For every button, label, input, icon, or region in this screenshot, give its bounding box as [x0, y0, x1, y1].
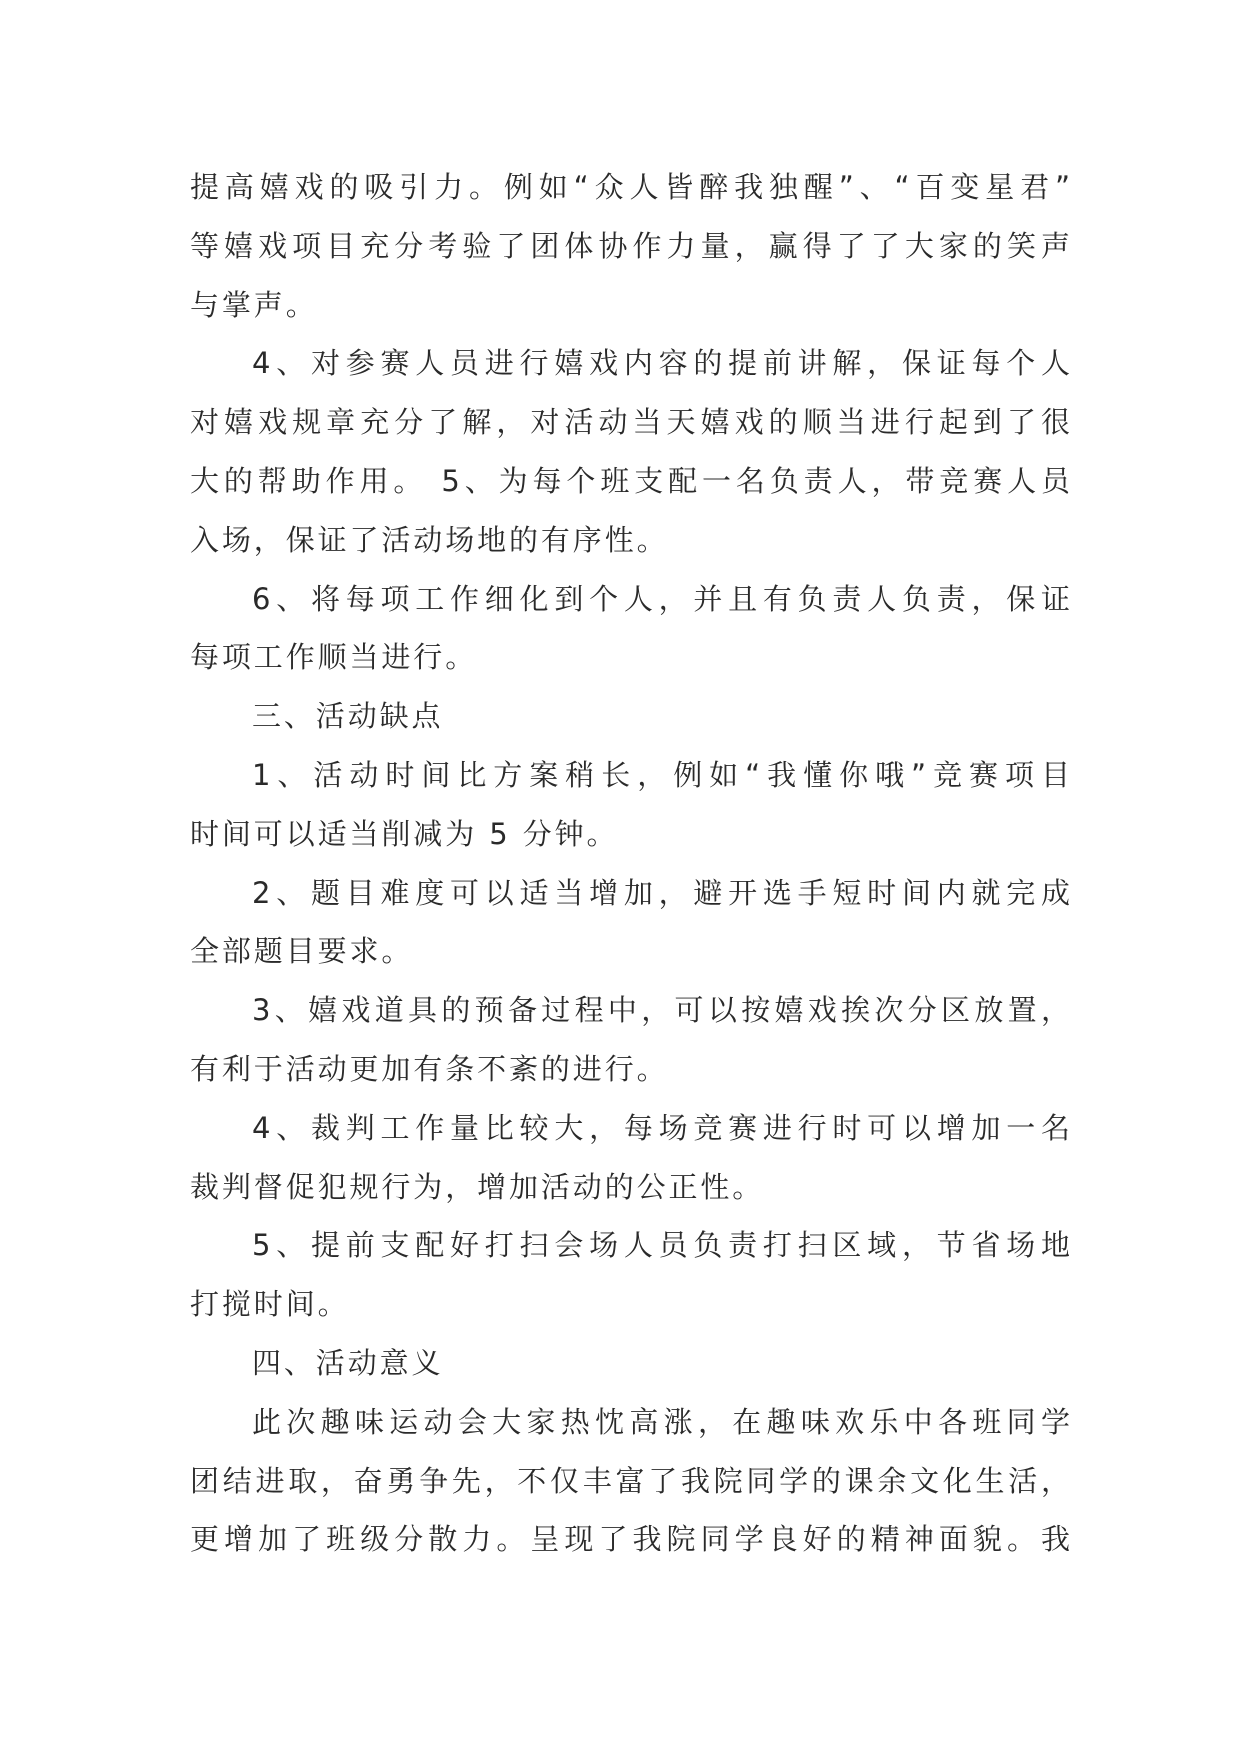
text-line: 提高嬉戏的吸引力。例如“众人皆醉我独醒”、“百变星君” — [190, 170, 1070, 204]
text-line: 裁判督促犯规行为，增加活动的公正性。 — [190, 1169, 765, 1204]
text-line: 打搅时间。 — [190, 1287, 350, 1322]
text-line: 此次趣味运动会大家热忱高涨，在趣味欢乐中各班同学 — [252, 1404, 1070, 1439]
document-body — [190, 158, 1070, 1569]
text-line: 入场，保证了活动场地的有序性。 — [190, 522, 669, 557]
text-line: 4、裁判工作量比较大，每场竞赛进行时可以增加一名 — [252, 1110, 1070, 1145]
text-line: 4、对参赛人员进行嬉戏内容的提前讲解，保证每个人 — [252, 346, 1070, 381]
text-line: 等嬉戏项目充分考验了团体协作力量，赢得了了大家的笑声 — [190, 228, 1070, 263]
text-line: 2、题目难度可以适当增加，避开选手短时间内就完成 — [252, 875, 1070, 910]
text-line: 5、提前支配好打扫会场人员负责打扫区域，节省场地 — [252, 1228, 1070, 1263]
section-heading: 四、活动意义 — [252, 1345, 444, 1380]
text-line: 时间可以适当削减为 5 分钟。 — [190, 816, 619, 851]
text-line: 3、嬉戏道具的预备过程中，可以按嬉戏挨次分区放置， — [252, 993, 1070, 1028]
text-line: 与掌声。 — [190, 287, 318, 322]
text-line: 1、活动时间比方案稍长，例如“我懂你哦”竞赛项目 — [252, 757, 1070, 792]
text-line: 每项工作顺当进行。 — [190, 640, 478, 675]
text-line: 有利于活动更加有条不紊的进行。 — [190, 1051, 669, 1086]
text-line: 全部题目要求。 — [190, 934, 414, 969]
text-line: 大的帮助作用。 5、为每个班支配一名负责人，带竞赛人员 — [190, 463, 1070, 498]
section-heading: 三、活动缺点 — [252, 699, 444, 734]
text-line: 对嬉戏规章充分了解，对活动当天嬉戏的顺当进行起到了很 — [190, 405, 1070, 440]
text-line: 团结进取，奋勇争先，不仅丰富了我院同学的课余文化生活， — [190, 1463, 1070, 1498]
text-line: 更增加了班级分散力。呈现了我院同学良好的精神面貌。我 — [190, 1522, 1070, 1557]
text-line: 6、将每项工作细化到个人，并且有负责人负责，保证 — [252, 581, 1070, 616]
